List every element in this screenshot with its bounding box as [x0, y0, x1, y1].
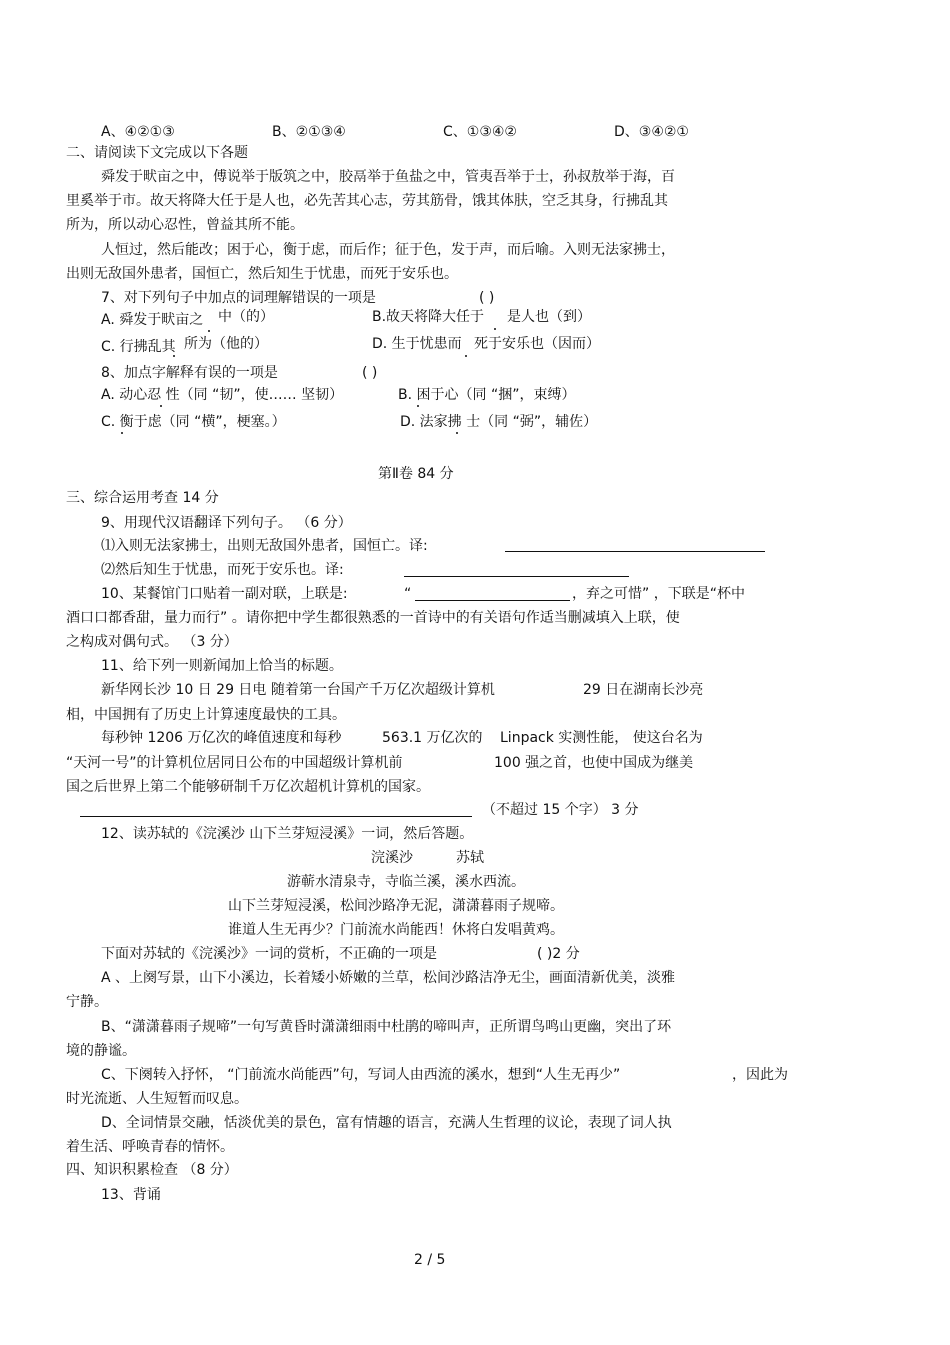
q9-stem: 9、用现代汉语翻译下列句子。 （6 分） — [101, 515, 352, 531]
passage-line: 人恒过，然后能改；困于心，衡于虑，而后作；征于色，发于声，而后喻。入则无法家拂士， — [101, 242, 675, 258]
q8-option-d: D. 法家拂 士（同 “弼”，辅佐） — [400, 414, 598, 430]
q12-option-d-cont: 着生活、呼唤青春的情怀。 — [66, 1139, 234, 1155]
q7-option-a: A. 舜发于畎亩之 — [101, 312, 204, 328]
q12-option-c-tail: ，因此为 — [732, 1067, 788, 1083]
q12-option-b-cont: 境的静谧。 — [66, 1043, 136, 1059]
q9-answer-line-1[interactable] — [505, 551, 765, 552]
emphasis-dot — [465, 355, 467, 357]
q8-option-b: B. 困于心（同 “捆”，束缚） — [398, 387, 576, 403]
q11-stem: 11、给下列一则新闻加上恰当的标题。 — [101, 658, 343, 674]
q7-option-b-tail: 是人也（到） — [507, 309, 591, 325]
news-line-tail: 29 日在湖南长沙亮 — [583, 682, 704, 698]
q9-answer-line-2[interactable] — [404, 576, 629, 577]
passage-line: 里奚举于市。故天将降大任于是人也，必先苦其心志，劳其筋骨，饿其体肤，空乏其身，行拂乱其 — [66, 193, 668, 209]
news-line: 国之后世界上第二个能够研制千万亿次超机计算机的国家。 — [66, 779, 430, 795]
emphasis-dot — [208, 330, 210, 332]
poem-line: 山下兰芽短浸溪，松间沙路净无泥，潇潇暮雨子规啼。 — [228, 898, 564, 914]
q10-line-1: 10、某餐馆门口贴着一副对联，上联是: — [101, 586, 348, 602]
q9-sentence-2: ⑵然后知生于忧患，而死于安乐也。译: — [101, 562, 344, 578]
q10-line-3: 之构成对偶句式。 （3 分） — [66, 634, 238, 650]
q7-option-a-tail: 中（的） — [218, 309, 274, 325]
emphasis-dot — [160, 405, 162, 407]
q7-stem: 7、对下列句子中加点的词理解错误的一项是 — [101, 290, 376, 306]
q6-option-a: A、④②①③ — [101, 124, 175, 140]
q6-option-b: B、②①③④ — [272, 124, 346, 140]
part2-title: 第Ⅱ卷 84 分 — [378, 466, 454, 482]
passage-line: 所为，所以动心忍性，曾益其所不能。 — [66, 217, 304, 233]
emphasis-dot — [417, 405, 419, 407]
q12-stem: 12、读苏轼的《浣溪沙 山下兰芽短浸溪》一词，然后答题。 — [101, 826, 474, 842]
q9-sentence-1: ⑴入则无法家拂士，出则无敌国外患者，国恒亡。译: — [101, 538, 428, 554]
q6-option-d: D、③④②① — [614, 124, 689, 140]
section2-heading: 二、请阅读下文完成以下各题 — [66, 145, 248, 161]
emphasis-dot — [121, 432, 123, 434]
q8-answer-paren: ( ) — [362, 365, 378, 381]
q6-option-c: C、①③④② — [443, 124, 517, 140]
q11-title-answer-line[interactable] — [80, 816, 472, 817]
q10-line-2: 酒口口都香甜，量力而行” 。请你把中学生都很熟悉的一首诗中的有关语句作适当删减填入上联，使 — [66, 610, 680, 626]
q7-answer-paren: ( ) — [479, 290, 495, 306]
q8-option-c: C. 衡于虑（同 “横”，梗塞。） — [101, 414, 286, 430]
poem-author: 苏轼 — [456, 850, 484, 866]
news-line: 每秒钟 1206 万亿次的峰值速度和每秒 — [101, 730, 342, 746]
section3-heading: 三、综合运用考查 14 分 — [66, 490, 219, 506]
q7-option-d: D. 生于忧患而 — [372, 336, 462, 352]
q12-option-c-cont: 时光流逝、人生短暂而叹息。 — [66, 1091, 248, 1107]
emphasis-dot — [173, 355, 175, 357]
q11-note: （不超过 15 个字） 3 分 — [482, 802, 639, 818]
q7-option-b: B.故天将降大任于 — [372, 309, 485, 325]
news-line-part: 563.1 万亿次的 — [382, 730, 483, 746]
emphasis-dot — [494, 328, 496, 330]
q12-option-c: C、下阕转入抒怀， “门前流水尚能西”句，写词人由西流的溪水，想到“人生无再少” — [101, 1067, 621, 1083]
q12-option-a-cont: 宁静。 — [66, 994, 108, 1010]
q12-option-d: D、全词情景交融，恬淡优美的景色，富有情趣的语言，充满人生哲理的议论，表现了词人执 — [101, 1115, 672, 1131]
q12-option-b: B、“潇潇暮雨子规啼”一句写黄昏时潇潇细雨中杜鹃的啼叫声，正所谓鸟鸣山更幽，突出了环 — [101, 1019, 672, 1035]
news-line: 新华网长沙 10 日 29 日电 随着第一台国产千万亿次超级计算机 — [101, 682, 495, 698]
q10-open-quote: “ — [404, 586, 412, 602]
section4-heading: 四、知识积累检查 （8 分） — [66, 1162, 238, 1178]
passage-line: 舜发于畎亩之中，傅说举于版筑之中，胶鬲举于鱼盐之中，管夷吾举于士，孙叔敖举于海，百 — [101, 169, 675, 185]
q12-question: 下面对苏轼的《浣溪沙》一词的赏析，不正确的一项是 — [101, 946, 437, 962]
q10-blank[interactable] — [415, 600, 570, 601]
poem-title: 浣溪沙 — [371, 850, 413, 866]
news-line-part: Linpack 实测性能， 使这台名为 — [500, 730, 703, 746]
news-line: “天河一号”的计算机位居同日公布的中国超级计算机前 — [66, 755, 403, 771]
news-line-tail: 100 强之首，也使中国成为继美 — [494, 755, 694, 771]
q13-stem: 13、背诵 — [101, 1187, 161, 1203]
q10-line-1-tail: ，弃之可惜” ，下联是“杯中 — [572, 586, 745, 602]
q8-stem: 8、加点字解释有误的一项是 — [101, 365, 278, 381]
poem-preface: 游蕲水清泉寺，寺临兰溪，溪水西流。 — [287, 874, 525, 890]
poem-line: 谁道人生无再少？门前流水尚能西！休将白发唱黄鸡。 — [228, 922, 564, 938]
q8-option-a: A. 动心忍 性（同 “韧”，使…… 坚韧） — [101, 387, 344, 403]
q12-answer-paren: ( )2 分 — [537, 946, 580, 962]
emphasis-dot — [456, 432, 458, 434]
passage-line: 出则无敌国外患者，国恒亡，然后知生于忧患，而死于安乐也。 — [66, 266, 458, 282]
news-line: 相，中国拥有了历史上计算速度最快的工具。 — [66, 707, 346, 723]
q7-option-c: C. 行拂乱其 — [101, 339, 176, 355]
q7-option-d-tail: 死于安乐也（因而） — [474, 336, 600, 352]
q7-option-c-tail: 所为（他的） — [184, 336, 268, 352]
q12-option-a: A 、上阕写景，山下小溪边，长着矮小娇嫩的兰草，松间沙路洁净无尘，画面清新优美，淡雅 — [101, 970, 676, 986]
page-number: 2 / 5 — [414, 1252, 446, 1268]
